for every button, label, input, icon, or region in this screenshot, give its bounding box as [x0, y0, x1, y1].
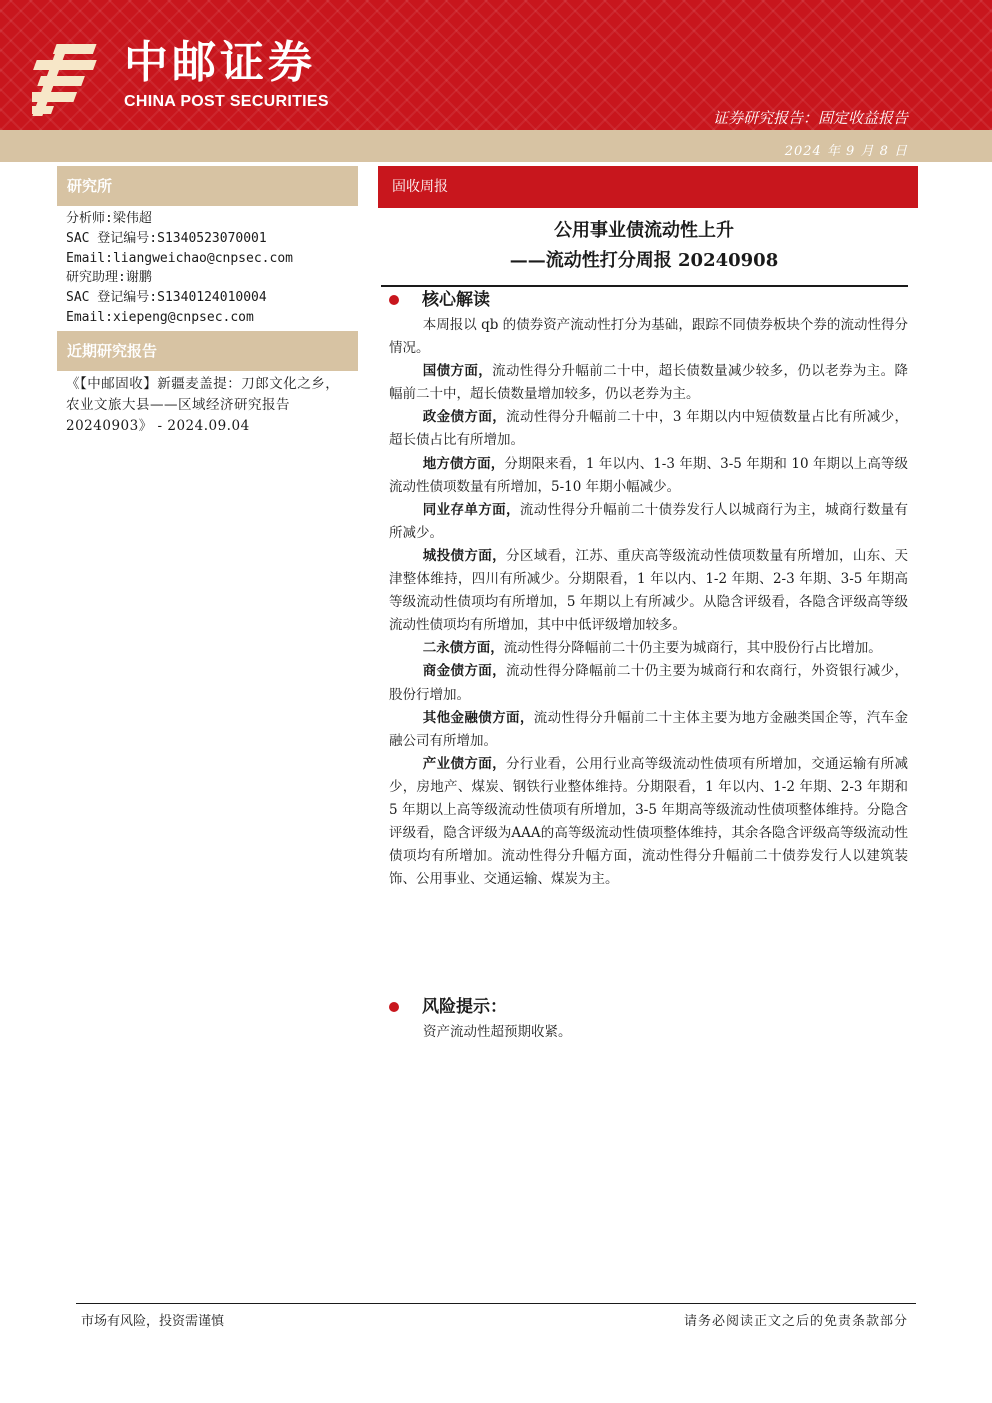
- paragraph-lead: 城投债方面，: [422, 547, 506, 564]
- recent-reports-heading: 近期研究报告: [57, 331, 358, 371]
- paragraph-text: 流动性得分降幅前二十仍主要为城商行和农商行，外资银行减少，股份行增加。: [389, 663, 908, 703]
- analyst-line: SAC 登记编号:S1340523070001: [66, 230, 267, 246]
- paragraph-text: 分期限来看，1 年以内、1-3 年期、3-5 年期和 10 年期以上高等级流动性债项数量有所增加，5-10 年期小幅减少。: [389, 455, 909, 495]
- paragraph-text: 分区域看，江苏、重庆高等级流动性债项数量有所增加，山东、天津整体维持，四川有所减少。分期限看，1 年以内、1-2 年期、2-3 年期、3-5 年期高等级流动性债项均有所增加，5 年期以上有所减少。从隐含评级看，各隐含评级高等级流动性债项均有所增加，其中中低评级增加较多。: [389, 547, 908, 634]
- paragraph-text: 分行业看，公用行业高等级流动性债项有所增加，交通运输有所减少，房地产、煤炭、钢铁行业整体维持。分期限看，1 年以内、1-2 年期、2-3 年期和 5 年期以上高等级流动性债项有所增加，3-5 年期高等级流动性债项整体维持。分隐含评级看，隐含评级为AAA的高等级流动性债项整体维持，其余各隐含评级高等级流动性债项均有所增加。流动性得分升幅方面，流动性得分升幅前二十债券发行人以建筑装饰、公用事业、交通运输、煤炭为主。: [389, 755, 908, 888]
- paragraph-lead: 地方债方面，: [422, 455, 505, 472]
- analyst-line: Email:xiepeng@cnpsec.com: [66, 309, 254, 325]
- paragraph-lead: 国债方面，: [422, 363, 493, 380]
- paragraph: [389, 499, 908, 545]
- paragraph-text: 流动性得分升幅前二十中，超长债数量减少较多，仍以老券为主。降幅前二十中，超长债数量增加较多，仍以老券为主。: [389, 363, 908, 403]
- institute-heading: 研究所: [57, 166, 358, 206]
- report-title: 公用事业债流动性上升: [554, 220, 734, 241]
- report-type: 证券研究报告：固定收益报告: [712, 109, 908, 127]
- bullet-icon: [389, 295, 399, 305]
- analyst-info: [66, 209, 356, 328]
- paragraph: [389, 753, 908, 892]
- footer-disclaimer-left: 市场有风险，投资需谨慎: [81, 1314, 225, 1329]
- title-divider: [381, 285, 908, 287]
- paragraph-text: 流动性得分升幅前二十中，3 年期以内中短债数量占比有所减少，超长债占比有所增加。: [389, 409, 908, 449]
- paragraph-lead: 产业债方面，: [422, 755, 506, 772]
- risk-heading: 风险提示：: [422, 997, 507, 1017]
- paragraph-lead: 二永债方面，: [422, 640, 504, 657]
- paragraph: [389, 360, 908, 406]
- paragraph: [389, 660, 908, 706]
- china-post-logo-icon: [32, 40, 112, 120]
- risk-text: 资产流动性超预期收紧。: [423, 1024, 572, 1040]
- paragraph: [389, 637, 908, 660]
- analyst-line: 分析师:梁伟超: [66, 211, 152, 226]
- paragraph: [389, 545, 908, 637]
- report-date: 2024 年 9 月 8 日: [784, 144, 908, 159]
- brand-name-cn: 中邮证券: [124, 37, 316, 88]
- core-body: [389, 314, 908, 891]
- paragraph-lead: 政金债方面，: [422, 409, 507, 426]
- header-banner: [0, 0, 992, 130]
- recent-report-item: 《【中邮固收】新疆麦盖提：刀郎文化之乡，农业文旅大县——区域经济研究报告 20240903》 - 2024.09.04: [66, 376, 340, 434]
- analyst-line: 研究助理:谢鹏: [66, 270, 152, 286]
- paragraph-lead: 其他金融债方面，: [422, 709, 534, 726]
- paragraph: [389, 707, 908, 753]
- paragraph: [389, 406, 908, 452]
- footer-disclaimer-right: 请务必阅读正文之后的免责条款部分: [683, 1314, 908, 1329]
- report-subtitle: ——流动性打分周报 20240908: [509, 250, 779, 271]
- footer-divider: [76, 1303, 916, 1304]
- paragraph-text: 流动性得分升幅前二十主体主要为地方金融类国企等，汽车金融公司有所增加。: [389, 709, 908, 749]
- intro-paragraph: 本周报以 qb 的债券资产流动性打分为基础，跟踪不同债券板块个券的流动性得分情况。: [389, 317, 908, 357]
- section-tab: 固收周报: [378, 166, 918, 208]
- analyst-line: Email:liangweichao@cnpsec.com: [66, 250, 293, 266]
- paragraph-text: 流动性得分升幅前二十债券发行人以城商行为主，城商行数量有所减少。: [389, 501, 908, 541]
- bullet-icon: [389, 1002, 399, 1012]
- core-heading: 核心解读: [422, 290, 490, 310]
- brand-name-en: CHINA POST SECURITIES: [124, 93, 329, 110]
- paragraph-lead: 同业存单方面，: [422, 501, 520, 518]
- analyst-line: SAC 登记编号:S1340124010004: [66, 290, 267, 306]
- paragraph: [389, 453, 908, 499]
- paragraph-lead: 商金债方面，: [422, 663, 506, 680]
- paragraph-text: 流动性得分降幅前二十仍主要为城商行，其中股份行占比增加。: [503, 640, 882, 657]
